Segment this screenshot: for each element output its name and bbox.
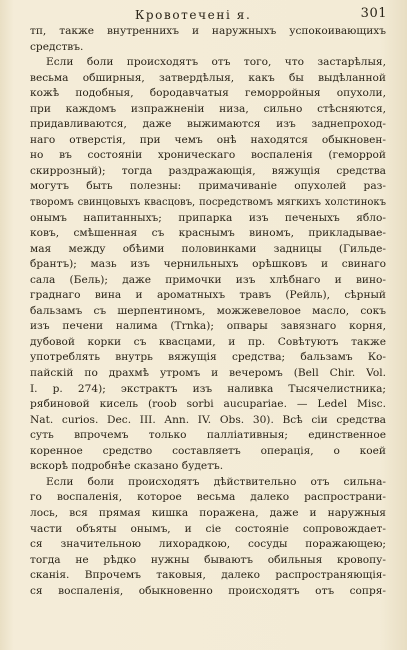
text-line: пайскій по драхмѣ утромъ и вечеромъ (Bell Chir. Vol.: [30, 367, 386, 380]
text-line: дубовой корки съ квасцами, и пр. Совѣтуютъ также: [30, 335, 386, 348]
text-line: придавливаются, даже выжимаются изъ заднепроход-: [30, 118, 386, 131]
page-body-text: [30, 24, 386, 599]
text-line: сала (Бель); даже примочки изъ хлѣбнаго и вино-: [30, 273, 386, 286]
text-line: I. p. 274); экстрактъ изъ наливка Тысячелистника;: [30, 382, 386, 395]
text-line: средствъ.: [30, 40, 84, 53]
text-line: го воспаленія, которое весьма далеко распространи-: [30, 491, 386, 504]
text-line: брантъ); мазь изъ чернильныхъ орѣшковъ и свинаго: [30, 258, 386, 271]
running-header: [30, 6, 389, 24]
text-line: лось, вся прямая кишка поражена, даже и наружныя: [30, 506, 386, 519]
text-line: но въ состояніи хроническаго воспаленія (геморрой: [30, 149, 386, 162]
text-line: тогда не рѣдко нужны бываютъ обильныя кровопу-: [30, 553, 386, 566]
text-line: наго отверстія, при чемъ онѣ находятся обыкновен-: [30, 133, 386, 146]
text-line: при каждомъ изпражненіи низа, сильно стѣсняются,: [30, 102, 386, 115]
text-line: кожѣ подобныя, бородавчатыя геморройныя опухоли,: [30, 87, 386, 100]
running-title: Кровотечені я.: [135, 8, 252, 22]
text-line: рябиновой кисель (roob sorbi aucupariae. — Ledel Misc.: [30, 398, 386, 411]
text-line: ковъ, смѣшенная съ краснымъ виномъ, прикладывае-: [30, 227, 386, 240]
text-line: ся воспаленія, обыкновенно происходятъ отъ сопря-: [30, 584, 386, 597]
text-line: мая между обѣими половинками задницы (Гильде-: [30, 242, 386, 255]
text-line: весьма обширныя, затвердѣлыя, какъ бы выдѣланной: [30, 71, 386, 84]
text-line: бальзамъ съ шерпентиномъ, можжевеловое масло, сокъ: [30, 304, 386, 317]
text-line: творомъ свинцовыхъ квасцовъ, посредствомъ мягкихъ холстинокъ: [30, 197, 386, 209]
text-line: Если боли происходятъ отъ того, что застарѣлыя,: [46, 56, 386, 69]
text-line: изъ печени налима (Trnka); опвары завязнаго корня,: [30, 320, 386, 333]
text-line: онымъ напитанныхъ; припарка изъ печеныхъ ябло-: [30, 211, 386, 224]
text-line: употреблять внутрь вяжущія средства; бальзамъ Ко-: [30, 351, 386, 364]
text-line: Nat. curios. Dec. III. Ann. IV. Obs. 30). Всѣ сіи средства: [30, 413, 386, 426]
text-line: Если боли происходятъ дѣйствительно отъ сильна-: [46, 475, 386, 488]
text-line: суть впрочемъ только палліативныя; единственное: [30, 429, 386, 442]
text-line: граднаго вина и ароматныхъ травъ (Рейль), сѣрный: [30, 289, 386, 302]
text-line: скиррозный); тогда раздражающія, вяжущія средства: [30, 164, 386, 177]
text-line: ся значительною лихорадкою, сосуды поражающею;: [30, 538, 386, 551]
text-line: коренное средство составляетъ операція, о коей: [30, 444, 386, 457]
text-line: части объяты онымъ, и сіе состояніе сопровождает-: [30, 522, 386, 535]
text-line: сканія. Впрочемъ таковыя, далеко распространяющія-: [30, 569, 386, 582]
text-line: тп, также внутреннихъ и наружныхъ успокоивающихъ: [30, 25, 386, 37]
text-line: могутъ быть полезны: примачиваніе опухолей раз-: [30, 180, 386, 193]
text-line: вскорѣ подробнѣе сказано будетъ.: [30, 460, 224, 473]
page-number: 301: [360, 6, 387, 21]
